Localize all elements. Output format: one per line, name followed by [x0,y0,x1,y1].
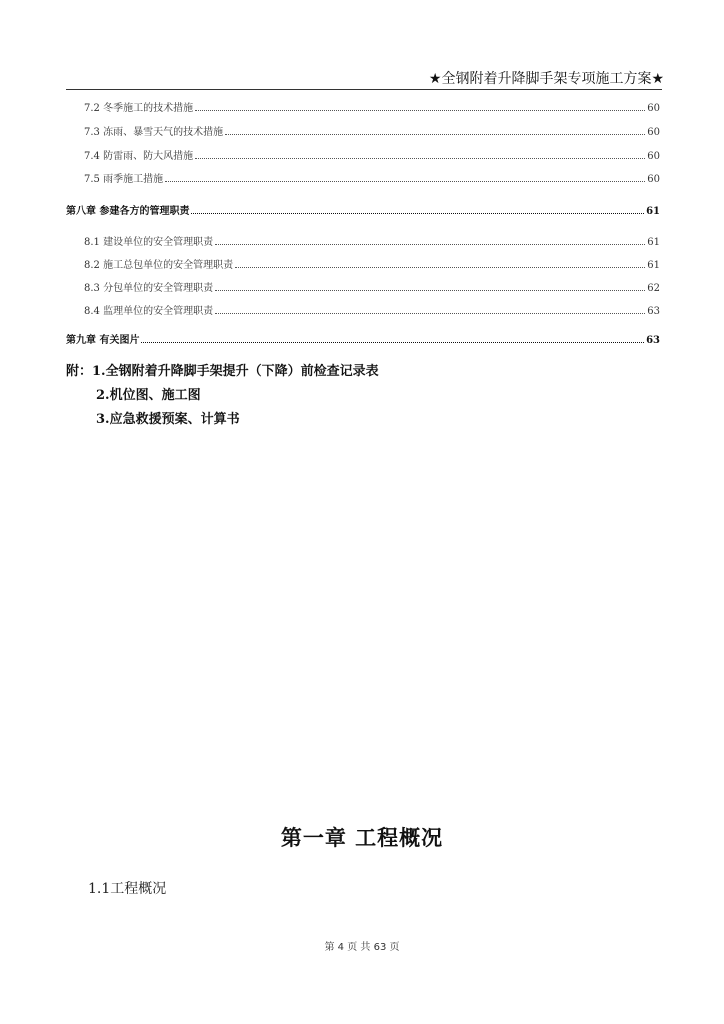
toc-leader-dots [215,244,645,245]
toc-entry-page: 61 [646,206,660,217]
chapter-heading: 第一章 工程概况 [280,825,444,850]
toc-entry-page: 60 [647,103,660,114]
toc-entry[interactable] [0,146,724,162]
toc-chapter-entry[interactable] [0,330,724,346]
toc-entry-page: 61 [647,237,660,248]
toc-leader-dots [215,290,645,291]
section-heading: 1.1工程概况 [88,881,167,897]
page-footer: 第 4 页 共 63 页 [324,942,400,953]
toc-entry-page: 63 [647,306,660,317]
document-header-title: ★全钢附着升降脚手架专项施工方案★ [428,71,664,87]
toc-entry-label: 第九章 有关图片 [66,335,140,346]
toc-entry-label: 7.3 冻雨、暴雪天气的技术措施 [84,127,224,138]
toc-leader-dots [141,342,644,343]
toc-entry-page: 60 [647,127,660,138]
toc-entry-label: 7.4 防雷雨、防大风措施 [84,151,194,162]
toc-entry-label: 8.4 监理单位的安全管理职责 [84,306,214,317]
toc-entry-label: 第八章 参建各方的管理职责 [66,206,190,217]
toc-entry[interactable] [0,278,724,294]
toc-entry-page: 60 [647,174,660,185]
toc-leader-dots [165,181,645,182]
toc-leader-dots [225,134,645,135]
toc-entry[interactable] [0,169,724,185]
toc-entry[interactable] [0,255,724,271]
toc-entry-label: 8.3 分包单位的安全管理职责 [84,283,214,294]
toc-entry[interactable] [0,98,724,114]
appendix-item-2: 2.机位图、施工图 [96,388,201,403]
toc-entry-label: 7.5 雨季施工措施 [84,174,164,185]
toc-entry-label: 8.1 建设单位的安全管理职责 [84,237,214,248]
toc-entry[interactable] [0,301,724,317]
toc-entry-page: 63 [646,335,660,346]
toc-leader-dots [195,110,645,111]
toc-leader-dots [235,267,645,268]
header-rule [66,89,662,90]
toc-entry-page: 61 [647,260,660,271]
toc-entry-label: 8.2 施工总包单位的安全管理职责 [84,260,234,271]
toc-entry-label: 7.2 冬季施工的技术措施 [84,103,194,114]
toc-chapter-entry[interactable] [0,201,724,217]
appendix-item-3: 3.应急救援预案、计算书 [96,412,240,427]
toc-leader-dots [195,158,645,159]
toc-entry[interactable] [0,122,724,138]
toc-leader-dots [191,213,644,214]
toc-entry-page: 60 [647,151,660,162]
toc-entry-page: 62 [647,283,660,294]
appendix-item-1: 附：1.全钢附着升降脚手架提升（下降）前检查记录表 [66,364,379,379]
toc-entry[interactable] [0,232,724,248]
toc-leader-dots [215,313,645,314]
